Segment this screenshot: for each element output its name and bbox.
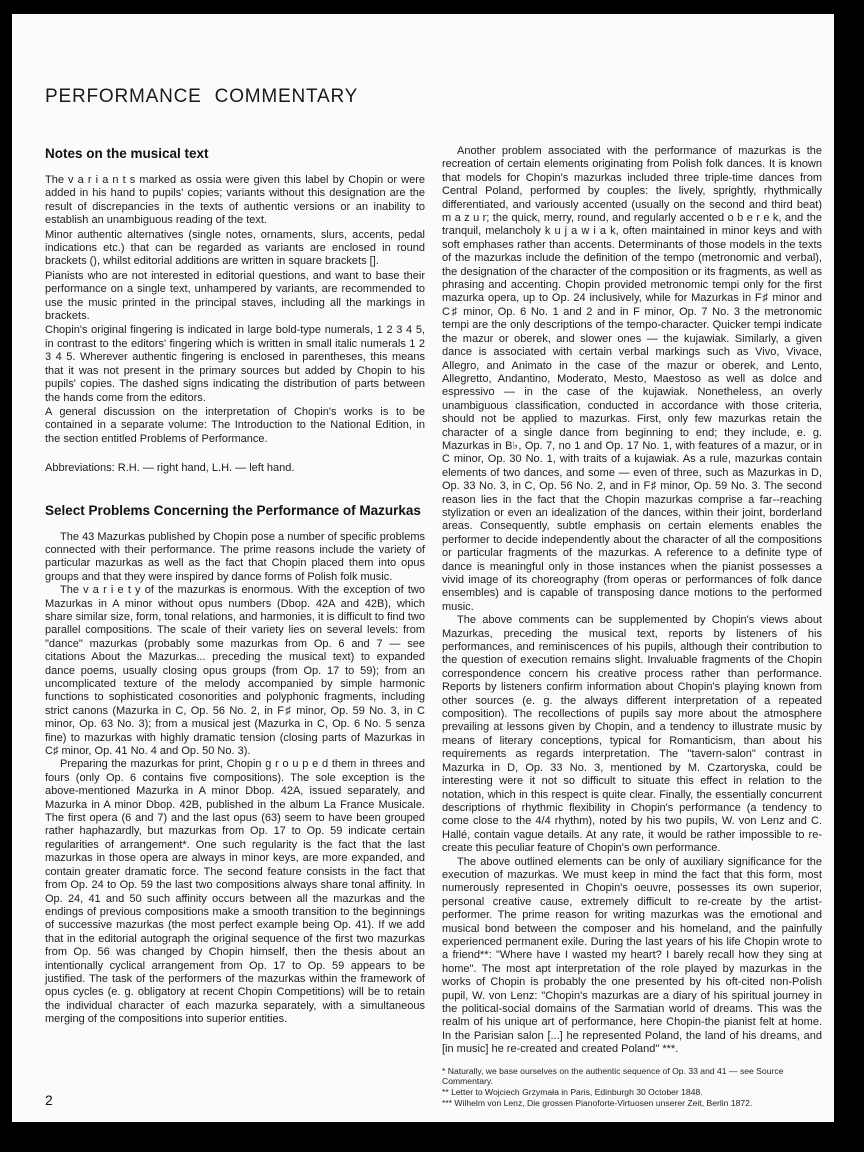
section-heading-mazurkas: Select Problems Concerning the Performance of Mazurkas	[45, 502, 421, 518]
paragraph: Chopin's original fingering is indicated in large bold-type numerals, 1 2 3 4 5, in contrast to the editors' fingering which is written in small italic numerals 1 2 3 4 5. Wherever authentic fingering is enclosed in parentheses, this means that it was not present in the primary sources but added by Chopin to his pupils' copies. The dashed signs indicating the distribution of parts between the hands come from the editors.	[45, 324, 425, 404]
footnote-line: *** Wilhelm von Lenz, Die grossen Pianoforte-Virtuosen unserer Zeit, Berlin 1872.	[442, 1098, 753, 1109]
mazurkas-right-paragraphs	[442, 145, 822, 1057]
footnote-line: * Naturally, we base ourselves on the authentic sequence of Op. 33 and 41 — see Source Commentary.	[442, 1065, 784, 1087]
paragraph: Another problem associated with the performance of mazurkas is the recreation of certain elements originating from Polish folk dances. It is known that models for Chopin's mazurkas included three triple-time dances from Central Poland, performed by couples: the lively, sprightly, rhythmically differentiated, and variously accented (usually on the second and third beat) m a z u r; the quick, merry, round, and regularly accented o b e r e k, and the tranquil, melancholy k u j a w i a k, often maintained in minor keys and with soft emphases rather than accents. Determinants of those models in the texts of the mazurkas include the definition of the tempo (metronomic and verbal), the designation of the character of the composition or its fragments, as well as phrasing and accenting. Chopin provided metronomic tempi only for the first mazurka opera, up to Op. 24 inclusively, while for Mazurkas in F♯ minor and C♯ minor, Op. 6 No. 1 and 2 and in F minor, Op. 7 No. 3 the metronomic tempi are the only descriptions of the tempo-character. Quicker tempi indicate the mazur or oberek, and slower ones — the kujawiak. Similarly, a given dance is associated with certain verbal markings such as Vivo, Vivace, Allegro, and Animato in the case of the mazur or oberek, and Lento, Allegretto, Andantino, Moderato, Mesto, Maestoso as well as dolce and espressivo — in the case of the kujawiak. Nonetheless, an overly unambiguous classification, conducted in accordance with those criteria, should not be applied to mazurkas. First, only few mazurkas retain the character of a single dance from beginning to end; they include, e. g. Mazurkas in B♭, Op. 7, no 1 and Op. 17 No. 1, with features of a mazur, or in C minor, Op. 30 No. 1, with traits of a kujawiak. As a rule, mazurkas contain elements of two dances, and some — even of three, such as Mazurkas in D, Op. 33 No. 3, in C, Op. 56 No. 2, and in F♯ minor, Op. 59 No. 3. The second reason lies in the fact that the Chopin mazurkas comprise a far--reaching stylization or even an idealization of the dances, within their joint, borderland areas. Consequently, subtle emphasis on certain elements enables the performer to decide independently about the character of all the compositions or particular fragments of the mazurkas. A reference to a definite type of dance is meaningful only in those instances when the pianist possesses a vivid image of its choreography (from operas or performances of folk dance ensembles) and is capable of transposing dance motions to the performed music.	[442, 145, 822, 613]
right-column	[442, 145, 822, 1109]
page-title: PERFORMANCE COMMENTARY	[45, 86, 359, 107]
abbreviations-line: Abbreviations: R.H. — right hand, L.H. — left hand.	[45, 462, 295, 475]
section-heading-notes: Notes on the musical text	[45, 146, 209, 161]
document-page	[12, 14, 834, 1122]
paragraph: The v a r i e t y of the mazurkas is enormous. With the exception of two Mazurkas in A minor without opus numbers (Dbop. 42A and 42B), which share similar size, form, tonal relations, and harmonies, it is difficult to find two parallel compositions. The scale of their variety lies on several levels: from "dance" mazurkas (probably some mazurkas from Op. 6 and 7 — see citations About the Mazurkas... preceding the musical text) to expanded dance poems, usually closing opus groups (from Op. 17 to 59); from an uncomplicated texture of the melody accompanied by simple harmonic functions to sophisticated cosonorities and polyphonic fragments, including strict canons (Mazurka in C, Op. 56 No. 2, in F♯ minor, Op. 59 No. 3, in C minor, Op. 63 No. 3); from a musical jest (Mazurka in C, Op. 6 No. 5 senza fine) to mazurkas with highly dramatic tension (closing parts of Mazurkas in C♯ minor, Op. 41 No. 4 and Op. 50 No. 3).	[45, 584, 425, 758]
paragraph: Minor authentic alternatives (single notes, ornaments, slurs, accents, pedal indications etc.) that can be regarded as variants are enclosed in round brackets (), whilst editorial additions are written in square brackets [].	[45, 228, 425, 268]
paragraph: Pianists who are not interested in editorial questions, and want to base their performance on a single text, unhampered by variants, are recommended to use the music printed in the principal staves, including all the markings in brackets.	[45, 269, 425, 323]
paragraph: Preparing the mazurkas for print, Chopin g r o u p e d them in threes and fours (only Op. 6 contains five compositions). The sole exception is the above-mentioned Mazurka in A minor Dbop. 42A, issued separately, and Mazurka in A minor Dbop. 42B, published in the album La France Musicale. The first opera (6 and 7) and the last opus (63) seem to have been grouped rather haphazardly, but mazurkas from Op. 17 to Op. 59 indicate certain regularities of arrangement*. One such regularity is the fact that the last mazurkas in those opera are always in minor keys, are more expanded, and contain greater dramatic force. The second feature consists in the fact that from Op. 24 to Op. 59 the last two compositions always share tonal affinity. In Op. 24, 41 and 50 such affinity occurs between all the mazurkas and the endings of previous compositions make a smooth transition to the beginnings of successive mazurkas (the most perfect example being Op. 41). If we add that in the editorial autograph the original sequence of the first two mazurkas from Op. 56 was changed by Chopin himself, then the thesis about an intentionally cyclical arrangement from Op. 17 to Op. 59 appears to be justified. The task of the performers of the mazurkas within the framework of opus cycles (e. g. obligatory at recent Chopin Competitions) will be to retain the individual character of each mazurka separately, with a simultaneous merging of the compositions into superior entities.	[45, 758, 425, 1026]
paragraph: A general discussion on the interpretation of Chopin's works is to be contained in a separate volume: The Introduction to the National Edition, in the section entitled Problems of Performance.	[45, 405, 425, 445]
mazurkas-left-paragraphs	[45, 531, 425, 1027]
left-column	[45, 145, 425, 1027]
footnotes	[442, 1066, 822, 1109]
paragraph: The v a r i a n t s marked as ossia were given this label by Chopin or were added in his hand to pupils' copies; variants without this designation are the result of discrepancies in the texts of authentic versions or an inability to establish an unambiguous reading of the text.	[45, 174, 425, 227]
paragraph: The 43 Mazurkas published by Chopin pose a number of specific problems connected with their performance. The prime reasons include the variety of particular mazurkas as well as the fact that Chopin placed them into opus groups and that they were inspired by dance forms of Polish folk music.	[45, 530, 425, 583]
page-number: 2	[45, 1092, 53, 1108]
two-column-layout	[45, 145, 822, 1109]
notes-paragraphs	[45, 174, 425, 446]
paragraph: The above outlined elements can be only of auxiliary significance for the execution of mazurkas. We must keep in mind the fact that this form, most numerously represented in Chopin's oeuvre, possesses its own superior, personal creative cause, extremely difficult to re-create by the artist-performer. The prime reason for writing mazurkas was the emotional and musical bond between the composer and his homeland, and the painfully experienced permanent exile. During the last years of his life Chopin wrote to a friend**: "Where have I wasted my heart? I barely recall how they sing at home". The most apt interpretation of the role played by mazurkas in the works of Chopin is probably the one presented by his oft-cited non-Polish pupil, W. von Lenz: "Chopin's mazurkas are a diary of his spiritual journey in the political-social domains of the Sarmatian world of dreams. This was the realm of his unique art of performance, here Chopin-the pianist felt at home. In the Parisian salon [...] he represented Poland, the land of his dreams, and [in music] he re-created and created Poland" ***.	[442, 855, 822, 1056]
footnote-line: ** Letter to Wojciech Grzymała in Paris, Edinburgh 30 October 1848.	[442, 1087, 703, 1098]
paragraph: The above comments can be supplemented by Chopin's views about Mazurkas, preceding the musical text, reports by listeners of his performances, and reminiscences of his pupils, although their contribution to the question of execution remains slight. Invaluable fragments of the Chopin correspondence concern his creative process rather than performance. Reports by listeners confirm information about Chopin's playing known from other sources (e. g. the always different interpretation of a repeated composition). The recollections of pupils say more about the atmosphere prevailing at lessons given by Chopin, and a tendency to illustrate music by means of literary conceptions, typical for Romanticism, than about his requirements as regards interpretation. The "tavern-salon" contrast in Mazurka in D, Op. 33 No. 3, mentioned by M. Czartoryska, could be interesting were it not so difficult to situate this effect in relation to the notation, which in this respect is quite clear. Finally, the essentially concurrent descriptions of rhythmic flexibility in Chopin's performance (a tendency to come close to the 4/4 rhythm), noted by his two pupils, W. von Lenz and C. Hallé, contain vague details. At any rate, it would be rather impossible to re-create this peculiar feature of Chopin's own performance.	[442, 614, 822, 855]
